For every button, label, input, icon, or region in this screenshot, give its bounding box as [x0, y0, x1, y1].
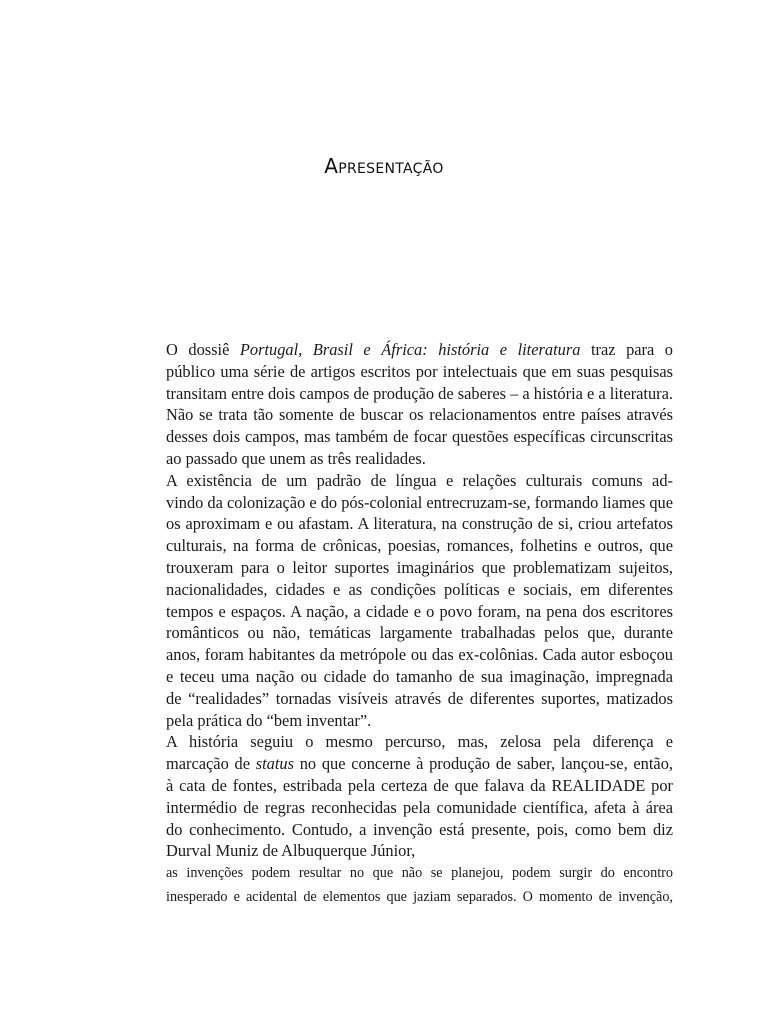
body-text	[108, 339, 673, 862]
text-segment: de “realidades” tornadas visíveis através de diferentes suportes, matizados	[166, 688, 673, 708]
text-segment: público uma série de artigos escritos por intelectuais que em suas pesquisas	[166, 361, 673, 381]
text-segment: nacionalidades, cidades e as condições políticas e sociais, em diferentes	[166, 579, 673, 599]
block-quote	[166, 862, 673, 909]
quote-line: as invenções podem resultar no que não se planejou, podem surgir do encontro	[166, 865, 673, 881]
text-line	[108, 339, 673, 361]
text-line	[108, 448, 673, 470]
text-line	[108, 666, 673, 688]
text-line	[108, 426, 673, 448]
text-line	[108, 819, 673, 841]
text-line	[108, 797, 673, 819]
text-segment: do conhecimento. Contudo, a invenção está presente, pois, como bem diz	[166, 819, 673, 839]
paragraph	[108, 470, 673, 732]
text-segment: intermédio de regras reconhecidas pela comunidade científica, afeta à área	[166, 797, 673, 817]
quote-line: inesperado e acidental de elementos que jaziam separados. O momento de invenção,	[166, 888, 673, 905]
text-line	[108, 775, 673, 797]
text-segment: A história seguiu o mesmo percurso, mas, zelosa pela diferença e	[166, 732, 673, 752]
text-segment: Não se trata tão somente de buscar os relacionamentos entre países através	[166, 405, 673, 425]
text-line	[108, 383, 673, 405]
text-line	[108, 710, 673, 732]
text-segment: culturais, na forma de crônicas, poesias, romances, folhetins e outros, que	[166, 536, 673, 556]
text-line	[108, 840, 673, 862]
text-segment: e teceu uma nação ou cidade do tamanho de sua imaginação, impregnada	[166, 666, 673, 686]
text-segment: pela prática do “bem inventar”.	[166, 710, 372, 730]
text-line	[108, 601, 673, 623]
text-segment: marcação de	[166, 754, 256, 774]
paragraph	[108, 731, 673, 862]
text-segment: no que concerne à produção de saber, lançou-se, então,	[293, 754, 673, 774]
italic-text: Portugal, Brasil e África: história e literatura	[239, 340, 581, 359]
text-segment: A existência de um padrão de língua e relações culturais comuns ad-	[166, 470, 673, 490]
text-segment: românticos ou não, temáticas largamente trabalhadas pelos que, durante	[166, 623, 673, 643]
italic-text: status	[255, 754, 294, 774]
text-segment: anos, foram habitantes da metrópole ou das ex-colônias. Cada autor esboçou	[166, 645, 673, 665]
text-segment: tempos e espaços. A nação, a cidade e o povo foram, na pena dos escritores	[166, 601, 673, 621]
text-segment: à cata de fontes, estribada pela certeza de que falava da REALIDADE por	[166, 775, 673, 795]
page-title: Apresentação	[324, 154, 444, 178]
text-line	[108, 644, 673, 666]
text-line	[108, 753, 673, 775]
text-segment: O dossiê	[166, 340, 240, 359]
text-segment: Durval Muniz de Albuquerque Júnior,	[166, 841, 416, 861]
text-line	[108, 470, 673, 492]
text-segment: transitam entre dois campos de produção de saberes – a história e a literatura.	[166, 383, 674, 403]
text-line	[108, 492, 673, 514]
paragraph	[108, 339, 673, 470]
text-line	[108, 688, 673, 710]
text-line	[108, 404, 673, 426]
text-line	[108, 513, 673, 535]
text-line	[108, 361, 673, 383]
text-segment: os aproximam e ou afastam. A literatura, na construção de si, criou artefatos	[166, 514, 673, 534]
text-segment: traz para o	[580, 340, 674, 359]
text-line	[108, 622, 673, 644]
text-segment: vindo da colonização e do pós-colonial entrecruzam-se, formando liames que	[166, 492, 674, 512]
text-segment: desses dois campos, mas também de focar questões específicas circunscritas	[166, 427, 673, 447]
text-line	[108, 731, 673, 753]
text-line	[108, 535, 673, 557]
text-line	[108, 579, 673, 601]
text-segment: ao passado que unem as três realidades.	[166, 448, 426, 468]
text-line	[108, 557, 673, 579]
text-segment: trouxeram para o leitor suportes imaginários que problematizam sujeitos,	[166, 557, 673, 577]
quote-paragraph	[166, 862, 673, 909]
